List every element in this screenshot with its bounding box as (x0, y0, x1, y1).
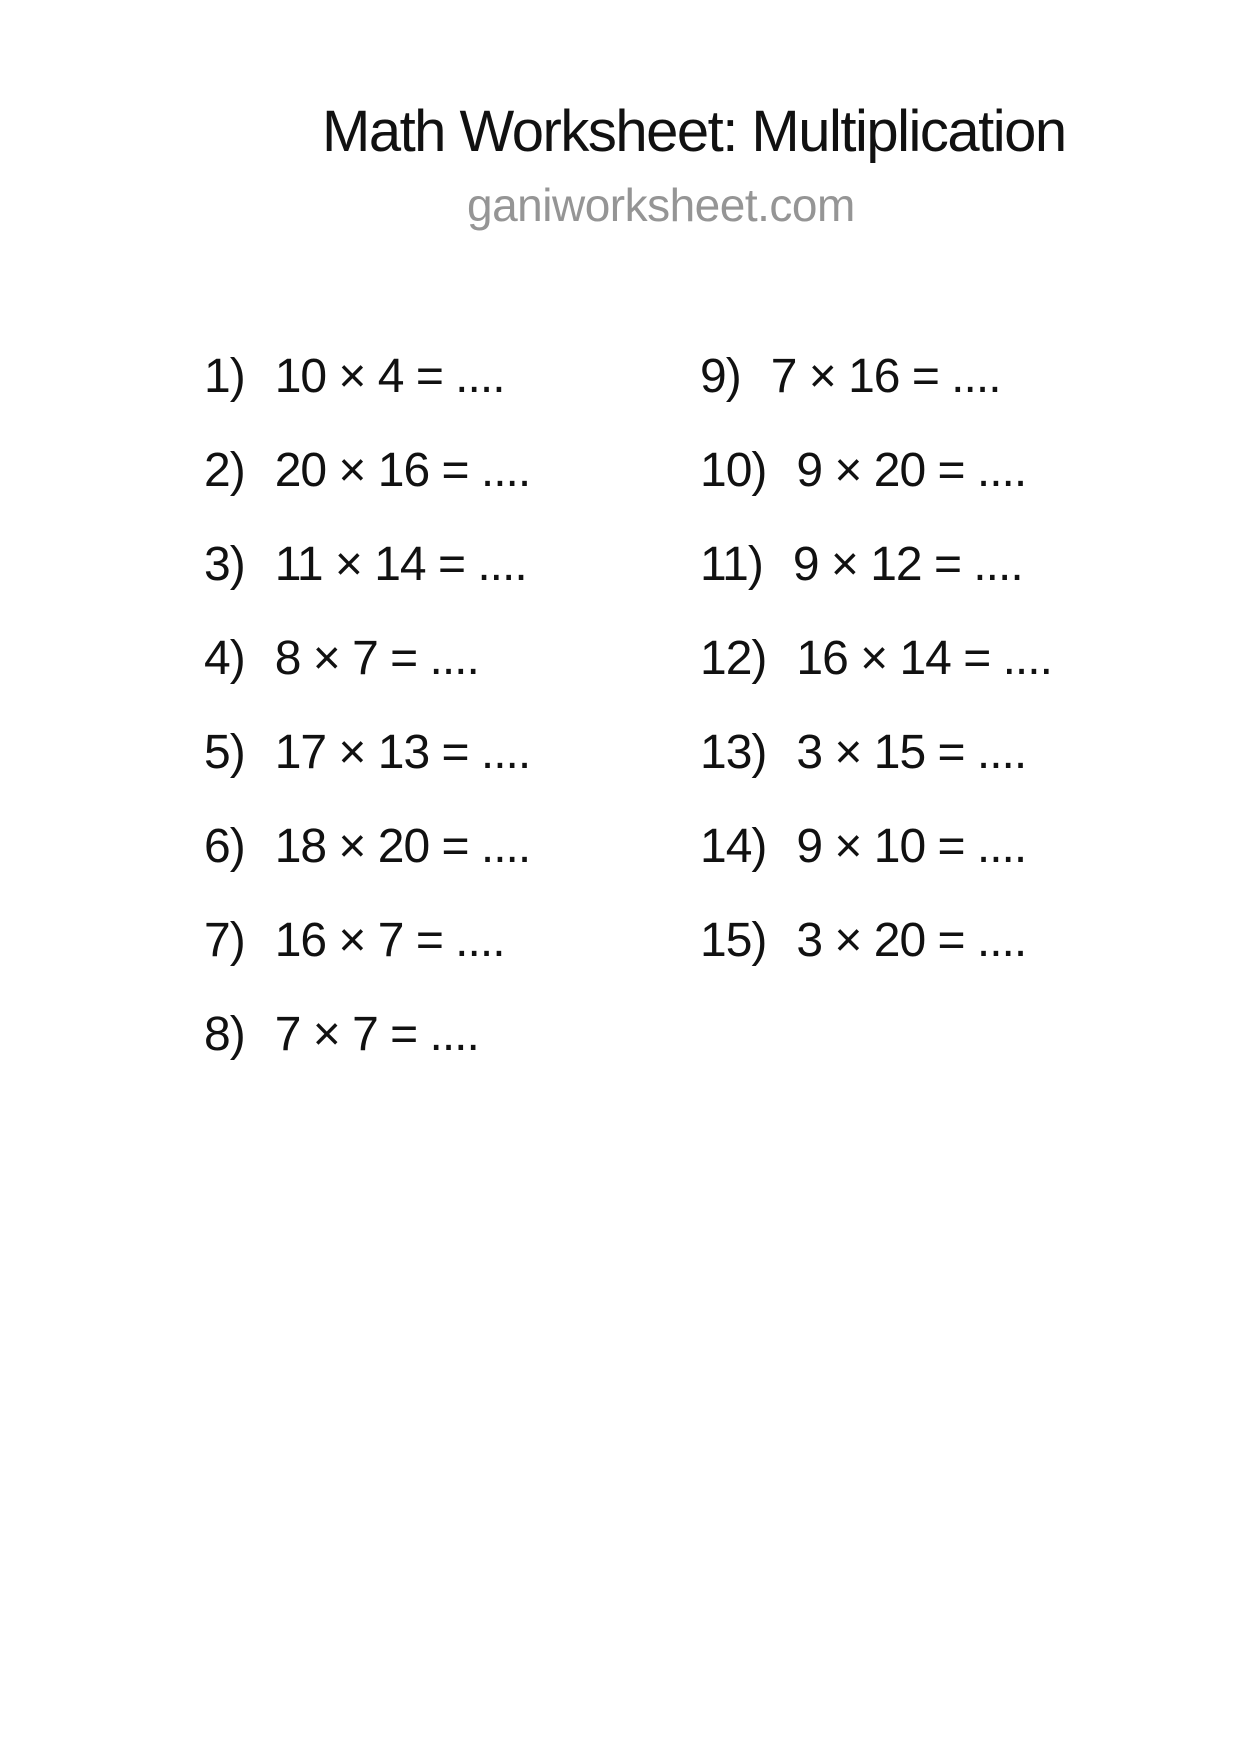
problem-row (700, 799, 1052, 893)
problem-expression: 18 × 20 = .... (274, 819, 531, 873)
problem-row (700, 329, 1052, 423)
problem-number: 14) (700, 819, 767, 873)
problem-row (700, 611, 1052, 705)
problem-number: 6) (204, 819, 245, 873)
problem-number: 8) (204, 1007, 245, 1061)
problem-number: 13) (700, 725, 767, 779)
problem-row (204, 987, 530, 1081)
problem-number: 1) (204, 349, 245, 403)
problem-row (204, 799, 530, 893)
problem-row (700, 517, 1052, 611)
problem-number: 9) (700, 349, 741, 403)
problem-expression: 8 × 7 = .... (274, 631, 479, 685)
problem-row (700, 893, 1052, 987)
problem-expression: 9 × 20 = .... (796, 443, 1027, 497)
problem-row (700, 705, 1052, 799)
problem-expression: 3 × 15 = .... (796, 725, 1027, 779)
problem-expression: 16 × 7 = .... (274, 913, 505, 967)
problem-row (204, 423, 530, 517)
problem-row (204, 893, 530, 987)
site-watermark: ganiworksheet.com (467, 179, 855, 231)
problem-number: 7) (204, 913, 245, 967)
problems-column-left (204, 329, 530, 1081)
problem-row (204, 611, 530, 705)
problem-row (204, 329, 530, 423)
problem-expression: 20 × 16 = .... (274, 443, 531, 497)
problem-number: 10) (700, 443, 767, 497)
problem-expression: 9 × 12 = .... (792, 537, 1023, 591)
problem-number: 3) (204, 537, 245, 591)
problem-number: 2) (204, 443, 245, 497)
problem-expression: 17 × 13 = .... (274, 725, 531, 779)
problem-number: 12) (700, 631, 767, 685)
problems-column-right (700, 329, 1052, 987)
problem-row (204, 705, 530, 799)
problem-expression: 16 × 14 = .... (796, 631, 1052, 685)
problem-number: 4) (204, 631, 245, 685)
problem-expression: 3 × 20 = .... (796, 913, 1027, 967)
problem-number: 5) (204, 725, 245, 779)
problem-expression: 9 × 10 = .... (796, 819, 1027, 873)
problem-row (204, 517, 530, 611)
problem-expression: 10 × 4 = .... (274, 349, 505, 403)
problem-number: 11) (700, 537, 763, 591)
problem-number: 15) (700, 913, 767, 967)
worksheet-title: Math Worksheet: Multiplication (322, 99, 1066, 164)
problem-expression: 7 × 16 = .... (770, 349, 1001, 403)
problem-expression: 7 × 7 = .... (274, 1007, 479, 1061)
problem-row (700, 423, 1052, 517)
problem-expression: 11 × 14 = .... (274, 537, 527, 591)
